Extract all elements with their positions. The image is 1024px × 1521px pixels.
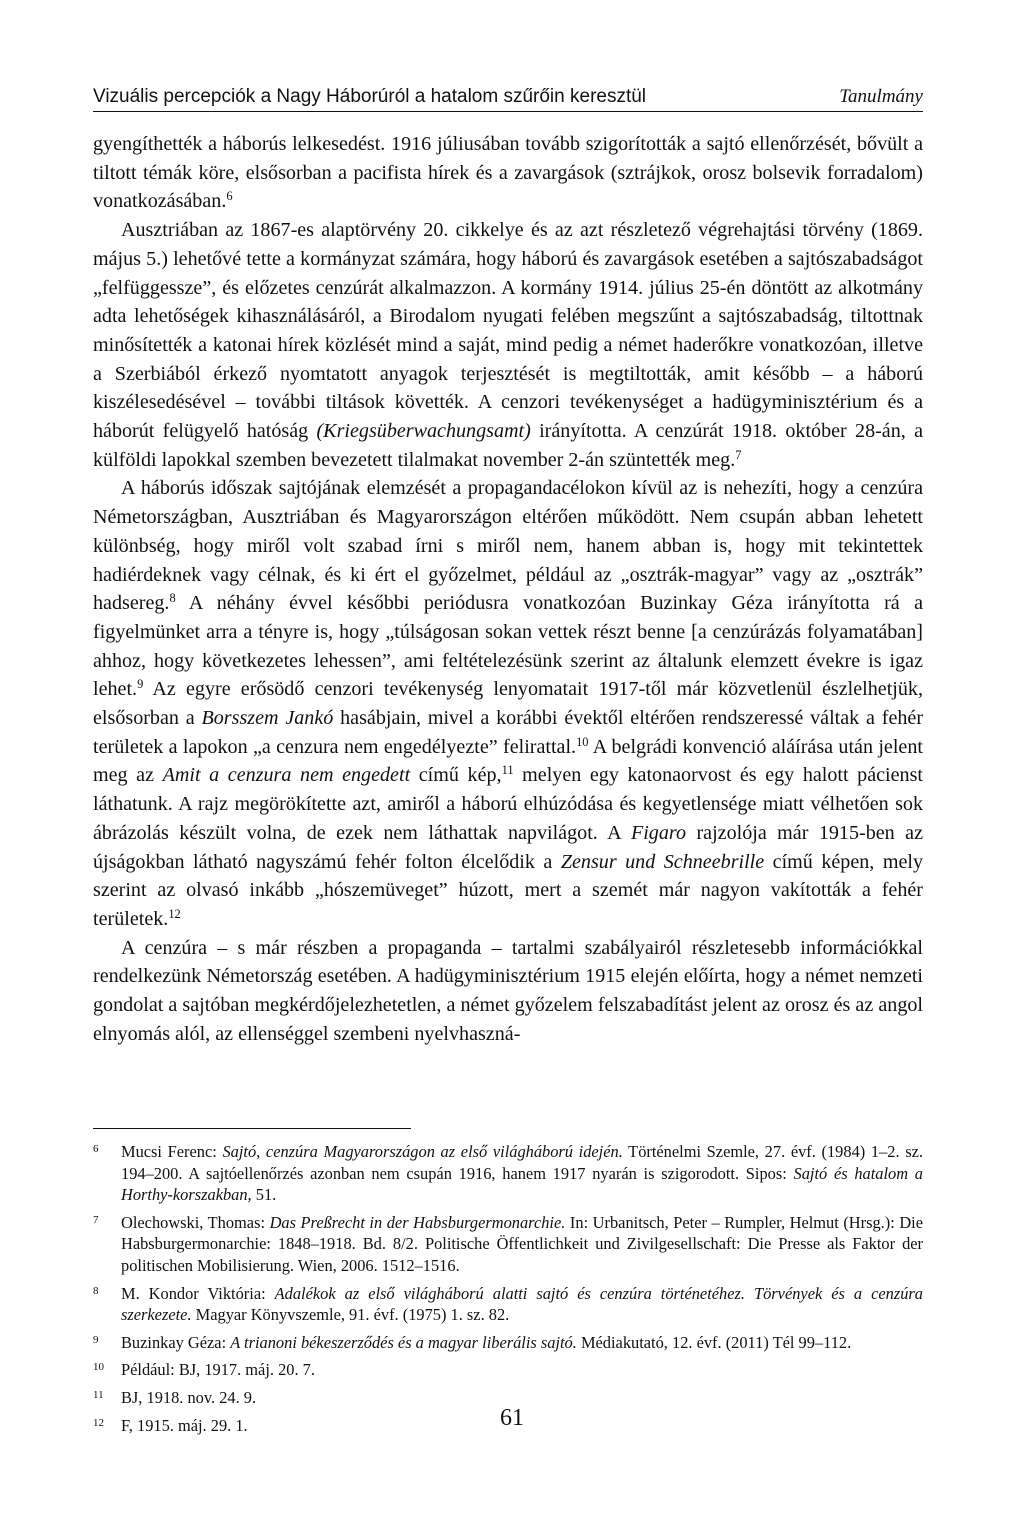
paragraph-text: A néhány évvel későbbi periódusra vonatkozóan Buzinkay Géza irányította rá a figyelmünket arra a tényre is, hogy „túlságosan sokan vettek részt benne [a cenzúrázás folyamatában] ahhoz, hogy következetes lehessen”, ami feltételezésünk szerint az általunk elemzett évekre is igaz lehet. bbox=[93, 592, 923, 701]
italic-title: Figaro bbox=[630, 821, 687, 844]
footnote-ref[interactable]: 12 bbox=[168, 907, 181, 922]
footnote-text: Például: BJ, 1917. máj. 20. 7. bbox=[121, 1360, 315, 1380]
footnote-segment: In: Urbanitsch, Peter – Rumpler, Helmut (Hrsg.): Die Habsburgermonarchie: 1848–1918. Bd. 8/2. Politische Öffentlichkeit und Zivilgesellschaft: Die Presse als Faktor der politischen Mobilisierung. Wien, 2006. 1512–1516. bbox=[121, 1212, 923, 1275]
paragraph-text: Az egyre erősödő cenzori tevékenység lenyomatait 1917-től már közvetlenül észlelhetjük, elsősorban a bbox=[93, 678, 923, 730]
running-header bbox=[93, 86, 923, 112]
footnote-text: BJ, 1918. nov. 24. 9. bbox=[121, 1387, 257, 1407]
paragraph-4 bbox=[93, 934, 923, 1049]
paragraph-text: A háborús időszak sajtójának elemzését a propagandacélokon kívül az is nehezíti, hogy a cenzúra Németországban, Ausztriában és Magyarországon eltérően működött. Nem csupán abban lehetett különbség, hogy miről volt szabad írni s miről nem, hanem abban is, hogy mit tekintettek hadiérdeknek vagy célnak, és ki ért el győzelmet, például az „osztrák-magyar” vagy az „osztrák” hadsereg. bbox=[93, 477, 923, 615]
footnote-6 bbox=[93, 1141, 923, 1206]
footnote-text bbox=[121, 1332, 923, 1354]
footnotes bbox=[93, 1141, 923, 1442]
footnote-text: F, 1915. máj. 29. 1. bbox=[121, 1415, 248, 1435]
footnote-title: Sajtó és hatalom a Horthy-korszakban, bbox=[121, 1163, 923, 1205]
footnote-number: 11 bbox=[93, 1388, 104, 1401]
paragraph-text: gyengíthették a háborús lelkesedést. 1916 júliusában tovább szigorították a sajtó ellenőrzését, bővült a tiltott témák köre, elsősorban a pacifista hírek és a zavargások (sztrájkok, orosz bolsevik forradalom) vonatkozásában. bbox=[93, 133, 923, 213]
paragraph-text: hasábjain, mivel a korábbi évektől eltérően rendszeressé váltak a fehér területek a lapokon „a cenzura nem engedélyezte” felirattal. bbox=[93, 707, 924, 758]
footnote-9 bbox=[93, 1332, 923, 1354]
footnote-title: Sajtó, cenzúra Magyarországon az első világháború idején. bbox=[222, 1142, 623, 1161]
footnote-segment: Buzinkay Géza: bbox=[121, 1332, 231, 1352]
footnote-text bbox=[121, 1141, 923, 1206]
footnote-ref[interactable]: 11 bbox=[501, 763, 514, 778]
paragraph-text: melyen egy katonaorvost és egy halott pácienst láthatunk. A rajz megörökítette azt, amiről a háború elhúzódása és kegyetlensége miatt vélhetően sok ábrázolás készült volna, de ezek nem láthattak napvilágot. A bbox=[93, 764, 924, 844]
footnote-title: A trianoni békeszerződés és a magyar liberális sajtó. bbox=[230, 1332, 577, 1352]
italic-title: Zensur und Schneebrille bbox=[560, 850, 765, 873]
running-header-title: Vizuális percepciók a Nagy Háborúról a hatalom szűrőin keresztül bbox=[93, 86, 647, 107]
footnote-segment: Mucsi Ferenc: bbox=[121, 1142, 223, 1161]
paragraph-1 bbox=[93, 130, 923, 216]
italic-title: Amit a cenzura nem engedett bbox=[162, 764, 411, 787]
footnote-7 bbox=[93, 1212, 923, 1277]
italic-term: (Kriegsüberwachungsamt) bbox=[316, 420, 531, 443]
footnote-ref[interactable]: 10 bbox=[576, 734, 589, 749]
page-number: 61 bbox=[500, 1405, 524, 1431]
main-text bbox=[93, 130, 923, 1049]
footnote-segment: Történelmi Szemle, 27. évf. (1984) 1–2. sz. 194–200. A sajtóellenőrzés azonban nem csupán 1916, hanem 1917 nyarán is szigorodott. Sipos: bbox=[121, 1142, 923, 1183]
footnote-ref[interactable]: 9 bbox=[137, 677, 144, 692]
paragraph-text: A cenzúra – s már részben a propaganda – tartalmi szabályairól részletesebb információkkal rendelkezünk Németország esetében. A hadügyminisztérium 1915 elején előírta, hogy a német nemzeti gondolat a sajtóban megkérdőjelezhetetlen, a német győzelem felszabadítást jelent az orosz és az angol elnyomás alól, az ellenséggel szembeni nyelvhaszná- bbox=[93, 936, 923, 1045]
footnote-number: 10 bbox=[93, 1361, 104, 1374]
footnote-number: 7 bbox=[93, 1213, 99, 1226]
footnote-segment: 51. bbox=[251, 1185, 277, 1205]
footnote-text bbox=[121, 1283, 923, 1326]
footnote-ref[interactable]: 8 bbox=[169, 591, 176, 606]
footnote-title: Das Preßrecht in der Habsburgermonarchie. bbox=[269, 1212, 566, 1232]
italic-title: Borsszem Jankó bbox=[201, 707, 334, 730]
footnote-8 bbox=[93, 1283, 923, 1326]
paragraph-text: irányította. A cenzúrát 1918. október 28-án, a külföldi lapokkal szemben bevezetett tilalmakat november 2-án szüntették meg. bbox=[93, 420, 923, 471]
paragraph-3 bbox=[93, 474, 923, 933]
footnote-number: 9 bbox=[93, 1333, 99, 1346]
footnote-number: 8 bbox=[93, 1284, 99, 1297]
footnote-segment: Olechowski, Thomas: bbox=[121, 1212, 270, 1232]
paragraph-text: Ausztriában az 1867-es alaptörvény 20. cikkelye és az azt részletező végrehajtási törvény (1869. május 5.) lehetővé tette a kormányzat számára, hogy háború és zavargások esetében a sajtószabadságot „felfüggessze”, és előzetes cenzúrát alkalmazzon. A kormány 1914. július 25-én döntött az alkotmány adta lehetőségek kihasználásáról, a Birodalom nyugati felében megszűnt a sajtószabadság, tiltottnak minősítették a katonai hírek közlését mind a saját, mind pedig a német haderőkre vonatkozóan, illetve a Szerbiából érkező nyomtatott anyagok terjesztését is megtiltották, amit később – a háború kiszélesedésével – további tiltások követték. A cenzori tevékenységet a hadügyminisztérium és a háborút felügyelő hatóság bbox=[93, 219, 923, 443]
footnote-ref[interactable]: 7 bbox=[735, 447, 742, 462]
footnote-number: 6 bbox=[93, 1143, 99, 1155]
footnote-title: Adalékok az első világháború alatti sajtó és cenzúra történetéhez. Törvények és a cenzúra szerkezete. bbox=[121, 1283, 923, 1325]
footnote-number: 12 bbox=[93, 1416, 104, 1429]
footnote-text bbox=[121, 1212, 923, 1277]
paragraph-text: A belgrádi konvenció aláírása után jelent meg az bbox=[93, 735, 923, 787]
footnote-segment: M. Kondor Viktória: bbox=[121, 1283, 275, 1303]
footnote-10 bbox=[93, 1359, 923, 1381]
paragraph-2 bbox=[93, 216, 923, 474]
footnote-segment: Magyar Könyvszemle, 91. évf. (1975) 1. sz. 82. bbox=[191, 1305, 510, 1325]
running-header-section: Tanulmány bbox=[839, 86, 923, 107]
footnote-segment: Médiakutató, 12. évf. (2011) Tél 99–112. bbox=[576, 1332, 852, 1352]
paragraph-text: című kép, bbox=[410, 764, 502, 787]
paragraph-text: rajzolója már 1915-ben az újságokban látható nagyszámú fehér folton élcelődik a bbox=[93, 821, 923, 873]
footnote-divider bbox=[93, 1128, 411, 1129]
paragraph-text: című képen, mely szerint az olvasó inkább „hószemüveget” húzott, mert a szemét már nagyon vakították a fehér területek. bbox=[93, 850, 923, 930]
footnote-ref[interactable]: 6 bbox=[226, 189, 233, 204]
